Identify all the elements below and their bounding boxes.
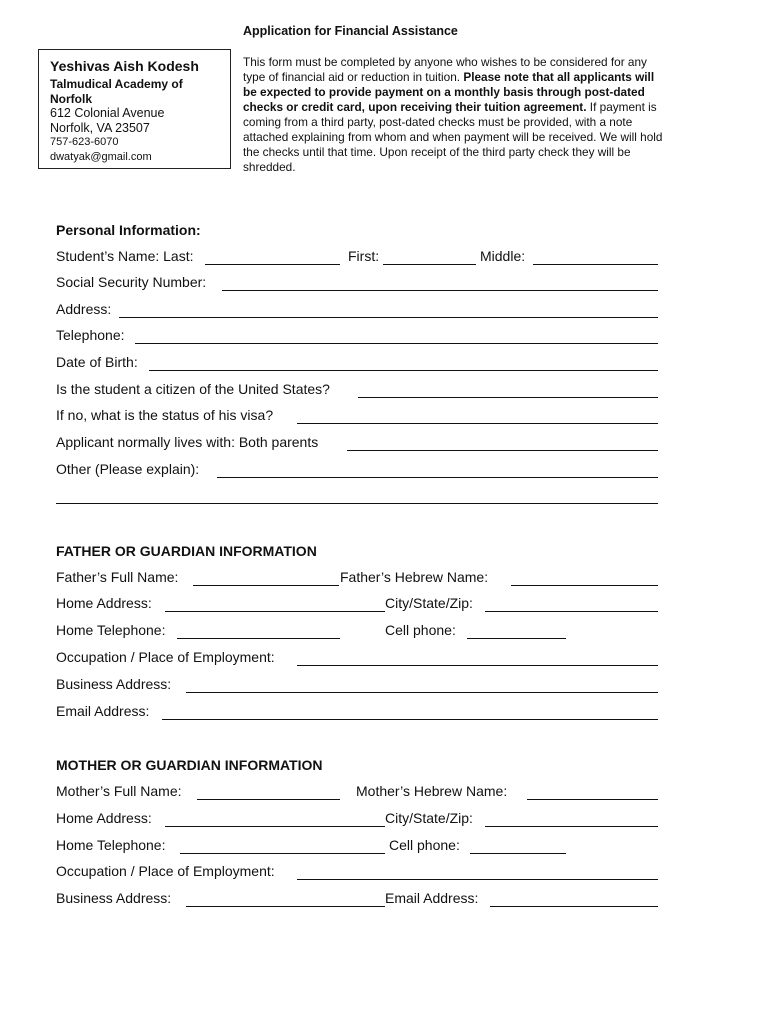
father-home-address-label: Home Address: (56, 595, 152, 611)
father-heading: FATHER OR GUARDIAN INFORMATION (56, 543, 317, 559)
other-continuation-row (56, 486, 658, 506)
mother-heading: MOTHER OR GUARDIAN INFORMATION (56, 757, 323, 773)
school-phone: 757-623-6070 (50, 136, 119, 148)
father-address-row (56, 594, 658, 614)
mother-business-address-field[interactable] (186, 906, 385, 907)
father-name-row (56, 568, 658, 588)
first-name-label: First: (348, 248, 380, 264)
father-cell-phone-field[interactable] (467, 638, 566, 639)
mother-city-state-zip-label: City/State/Zip: (385, 810, 473, 826)
school-street: 612 Colonial Avenue (50, 106, 165, 120)
mother-business-row (56, 889, 658, 909)
personal-heading: Personal Information: (56, 222, 201, 238)
mother-cell-phone-field[interactable] (470, 853, 566, 854)
intro-text-1: This form must be completed by anyone who wishes to be considered for any type of financial aid or reduction in tuition. (243, 55, 647, 84)
ssn-label: Social Security Number: (56, 274, 207, 290)
mother-home-telephone-label: Home Telephone: (56, 837, 166, 853)
dob-label: Date of Birth: (56, 354, 138, 370)
middle-name-field[interactable] (533, 264, 658, 265)
school-subtitle-line2: Norfolk (50, 91, 92, 106)
other-row (56, 460, 658, 480)
father-business-address-label: Business Address: (56, 676, 172, 692)
school-email: dwatyak@gmail.com (50, 150, 152, 163)
intro-paragraph (243, 55, 663, 175)
father-occupation-field[interactable] (297, 665, 658, 666)
father-email-field[interactable] (162, 719, 658, 720)
father-email-label: Email Address: (56, 703, 150, 719)
lives-with-row (56, 433, 658, 453)
father-email-row (56, 702, 658, 722)
mother-full-name-label: Mother’s Full Name: (56, 783, 182, 799)
mother-address-row (56, 809, 658, 829)
first-name-field[interactable] (383, 264, 476, 265)
mother-home-address-label: Home Address: (56, 810, 152, 826)
mother-email-field[interactable] (490, 906, 658, 907)
lives-with-label: Applicant normally lives with: Both parents (56, 434, 319, 450)
father-business-row (56, 675, 658, 695)
middle-name-label: Middle: (480, 248, 526, 264)
mother-full-name-field[interactable] (197, 799, 340, 800)
school-name: Yeshivas Aish Kodesh (50, 58, 199, 74)
lives-with-field[interactable] (347, 450, 658, 451)
father-occupation-label: Occupation / Place of Employment: (56, 649, 275, 665)
citizen-label: Is the student a citizen of the United States? (56, 381, 330, 397)
father-business-address-field[interactable] (186, 692, 658, 693)
mother-phone-row (56, 836, 658, 856)
mother-name-row (56, 782, 658, 802)
mother-hebrew-name-label: Mother’s Hebrew Name: (356, 783, 508, 799)
mother-city-state-zip-field[interactable] (485, 826, 658, 827)
telephone-label: Telephone: (56, 327, 125, 343)
father-city-state-zip-label: City/State/Zip: (385, 595, 473, 611)
mother-home-telephone-field[interactable] (180, 853, 385, 854)
other-field-line-2[interactable] (56, 503, 658, 504)
mother-occupation-field[interactable] (297, 879, 658, 880)
mother-occupation-row (56, 862, 658, 882)
school-subtitle-line1: Talmudical Academy of (50, 77, 183, 91)
citizen-row (56, 380, 658, 400)
intro-bold-notice: Please note that all applicants will be expected to provide payment on a monthly basis through post-dated checks or credit card, upon receiving their tuition agreement. (243, 70, 655, 114)
student-name-row (56, 247, 658, 267)
father-home-address-field[interactable] (165, 611, 385, 612)
father-home-telephone-label: Home Telephone: (56, 622, 166, 638)
mother-email-label: Email Address: (385, 890, 479, 906)
address-row (56, 300, 658, 320)
last-name-label: Student’s Name: Last: (56, 248, 194, 264)
mother-occupation-label: Occupation / Place of Employment: (56, 863, 275, 879)
form-title: Application for Financial Assistance (243, 24, 458, 38)
intro-text-2: If payment is coming from a third party, post-dated checks must be provided, with a note attached explaining from whom and when payment will be received. We will hold the checks until that time. Upon receipt of the third party check they will be shredded. (243, 100, 663, 174)
father-occupation-row (56, 648, 658, 668)
visa-label: If no, what is the status of his visa? (56, 407, 274, 423)
mother-cell-phone-label: Cell phone: (389, 837, 460, 853)
dob-field[interactable] (149, 370, 658, 371)
other-field[interactable] (217, 477, 658, 478)
father-phone-row (56, 621, 658, 641)
father-cell-phone-label: Cell phone: (385, 622, 456, 638)
last-name-field[interactable] (205, 264, 340, 265)
mother-home-address-field[interactable] (165, 826, 385, 827)
father-full-name-label: Father’s Full Name: (56, 569, 179, 585)
telephone-row (56, 326, 658, 346)
address-field[interactable] (119, 317, 658, 318)
father-full-name-field[interactable] (193, 585, 339, 586)
father-city-state-zip-field[interactable] (485, 611, 658, 612)
ssn-row (56, 273, 658, 293)
father-hebrew-name-label: Father’s Hebrew Name: (340, 569, 489, 585)
visa-field[interactable] (297, 423, 658, 424)
citizen-field[interactable] (358, 397, 658, 398)
visa-row (56, 406, 658, 426)
mother-hebrew-name-field[interactable] (527, 799, 658, 800)
telephone-field[interactable] (135, 343, 658, 344)
school-info-box (38, 49, 231, 169)
mother-business-address-label: Business Address: (56, 890, 172, 906)
school-city: Norfolk, VA 23507 (50, 120, 150, 135)
father-hebrew-name-field[interactable] (511, 585, 658, 586)
dob-row (56, 353, 658, 373)
other-label: Other (Please explain): (56, 461, 200, 477)
ssn-field[interactable] (222, 290, 658, 291)
father-home-telephone-field[interactable] (177, 638, 340, 639)
address-label: Address: (56, 301, 112, 317)
